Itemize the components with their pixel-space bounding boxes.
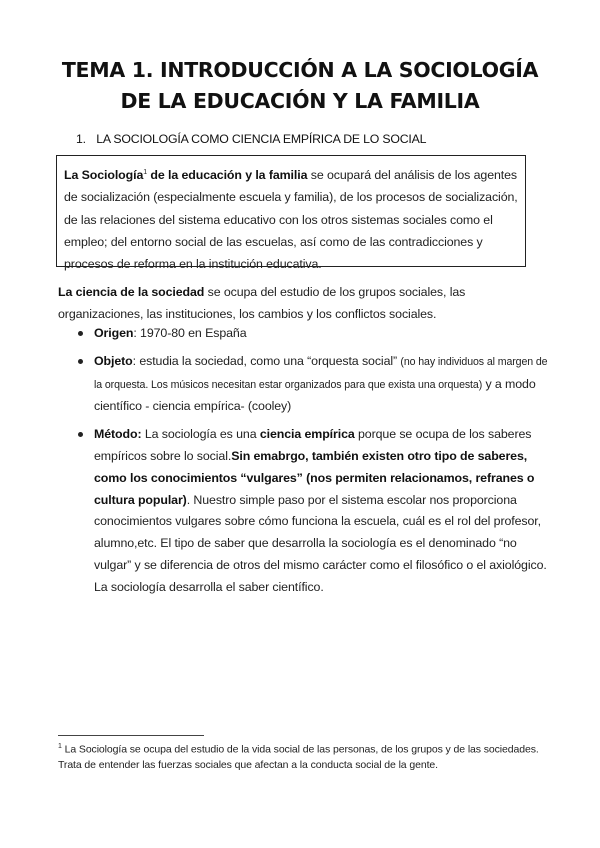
section-number: 1. <box>76 132 86 146</box>
bullet-icon <box>78 331 83 336</box>
bullet-text: La sociología es una <box>141 427 260 442</box>
paragraph-text: se ocupa del estudio de los grupos sociales, las organizaciones, las instituciones, los cambios y los conflictos sociales. <box>58 285 466 322</box>
title-line-2: DE LA EDUCACIÓN Y LA FAMILIA <box>120 89 480 113</box>
box-text: se ocupará del análisis de los agentes de socialización (especialmente escuela y familia), de los procesos de socialización, de las relaciones del sistema educativo con los otros sistemas sociales como el empleo; del entorno social de las escuelas, así como de las contradicciones y procesos de reforma en la institución educativa. <box>64 168 518 272</box>
bullet-icon <box>78 359 83 364</box>
body-paragraph <box>58 281 548 326</box>
bullet-label: Objeto <box>94 353 133 368</box>
list-item-origen <box>58 323 548 345</box>
footnote-marker: 1 <box>58 743 62 750</box>
bullet-list <box>58 323 548 605</box>
section-heading <box>76 132 426 146</box>
footnote-divider <box>58 735 204 736</box>
bullet-label: Método: <box>94 427 142 442</box>
list-item-objeto <box>58 351 548 418</box>
bullet-bold-mid: ciencia empírica <box>259 427 355 442</box>
list-item-metodo <box>58 424 548 598</box>
bullet-tail: y a modo científico - ciencia empírica- (cooley) <box>94 376 536 414</box>
bullet-text-2: porque se ocupa de los saberes empíricos sobre lo social. <box>94 427 532 463</box>
footnote-text: La Sociología se ocupa del estudio de la vida social de las personas, de los grupos y de las sociedades. Trata de entender las fuerzas sociales que afectan a la conducta social de la gente. <box>58 743 539 771</box>
box-bold-lead: La Sociología <box>64 168 144 183</box>
paragraph-bold-lead: La ciencia de la sociedad <box>58 285 205 299</box>
footnote <box>58 739 548 774</box>
section-title: LA SOCIOLOGÍA COMO CIENCIA EMPÍRICA DE LO SOCIAL <box>96 132 427 146</box>
box-bold-lead-2: de la educación y la familia <box>147 168 308 183</box>
bullet-bold-long: Sin emabrgo, también existen otro tipo de saberes, como los conocimientos “vulgares” (nos permiten relacionamos, refranes o cultura popular) <box>94 448 535 507</box>
bullet-text: : 1970-80 en España <box>133 326 247 340</box>
definition-box <box>56 155 526 272</box>
document-title <box>40 55 560 117</box>
bullet-text: : estudia la sociedad, como una “orquesta social” <box>132 353 401 368</box>
title-line-1: TEMA 1. INTRODUCCIÓN A LA SOCIOLOGÍA <box>61 58 539 82</box>
bullet-icon <box>78 432 83 437</box>
footnote-reference[interactable]: 1 <box>143 169 148 176</box>
bullet-label: Origen <box>94 326 134 340</box>
bullet-small-text: (no hay individuos al margen de la orquesta. Los músicos necesitan estar organizados para que exista una orquesta) <box>94 355 548 391</box>
bullet-tail: . Nuestro simple paso por el sistema escolar nos proporciona conocimientos vulgares sobre cómo funciona la escuela, cuál es el rol del profesor, alumno,etc. El tipo de saber que desarrolla la sociología es el denominado “no vulgar” y se diferencia de otros del mismo carácter como el filosófico o el axiológico. La sociología desarrolla el saber científico. <box>94 492 547 594</box>
